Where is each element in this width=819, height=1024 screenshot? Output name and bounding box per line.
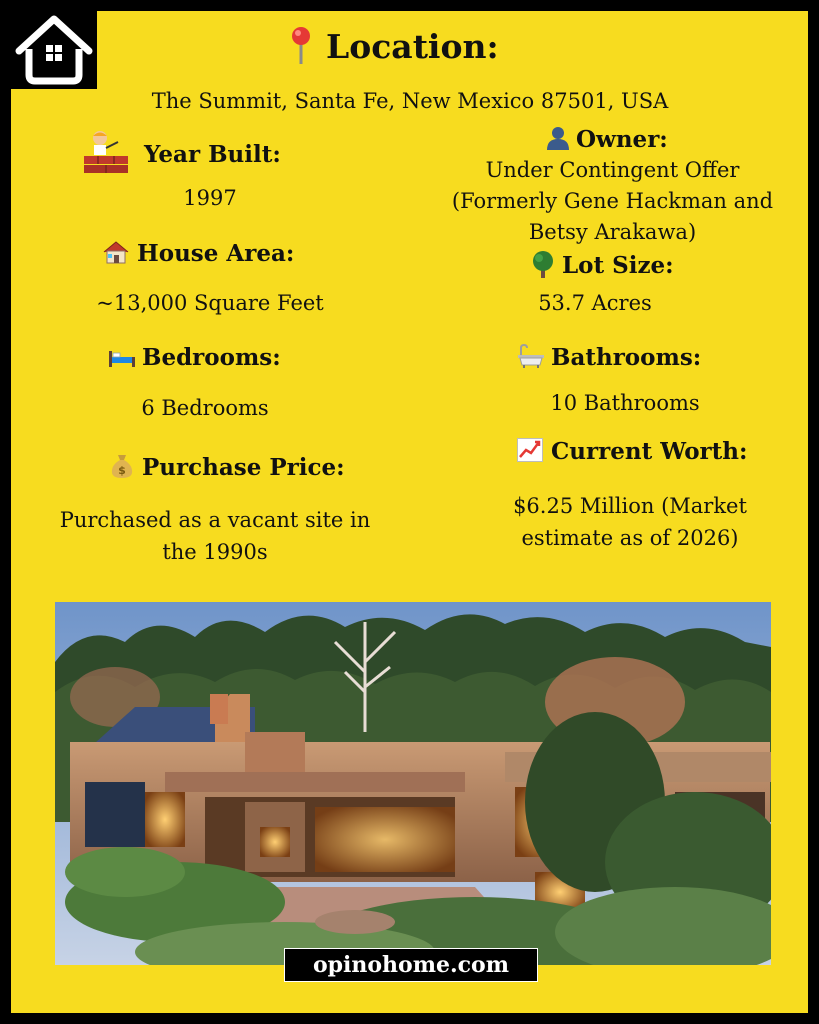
location-title: Location: xyxy=(326,27,499,66)
current-worth-line-1: $6.25 Million (Market xyxy=(513,494,747,518)
current-worth-heading xyxy=(517,438,748,465)
chart-up-icon xyxy=(517,438,543,462)
svg-text:$: $ xyxy=(118,464,126,477)
tree-icon xyxy=(530,250,556,278)
bathrooms-value: 10 Bathrooms xyxy=(550,391,700,415)
house-photo xyxy=(55,602,771,965)
purchase-price-label: Purchase Price: xyxy=(142,454,345,481)
bathtub-icon xyxy=(517,344,545,368)
house-area-heading xyxy=(103,240,294,267)
purchase-price-line-1: Purchased as a vacant site in xyxy=(59,508,371,532)
location-address: The Summit, Santa Fe, New Mexico 87501, USA xyxy=(151,89,669,113)
year-built-value: 1997 xyxy=(183,186,237,210)
house-area-label: House Area: xyxy=(137,240,295,267)
pin-icon xyxy=(290,26,312,66)
lot-size-heading xyxy=(530,250,674,279)
house-logo-icon xyxy=(11,11,97,89)
owner-label: Owner: xyxy=(576,126,668,153)
current-worth-line-2: estimate as of 2026) xyxy=(521,526,739,550)
lot-size-label: Lot Size: xyxy=(562,252,674,279)
bathrooms-label: Bathrooms: xyxy=(551,344,702,371)
house-area-value: ~13,000 Square Feet xyxy=(96,291,324,315)
house-icon xyxy=(103,240,129,264)
watermark-badge: opinohome.com xyxy=(284,948,538,982)
owner-heading xyxy=(546,126,668,153)
purchase-price-value xyxy=(55,504,375,568)
owner-line-2: (Formerly Gene Hackman and xyxy=(451,189,774,213)
bathrooms-heading xyxy=(517,344,701,371)
owner-line-3: Betsy Arakawa) xyxy=(528,220,697,244)
current-worth-value xyxy=(470,490,790,554)
location-heading xyxy=(290,26,499,66)
person-icon xyxy=(546,126,570,150)
purchase-price-line-2: the 1990s xyxy=(162,540,268,564)
year-built-label: Year Built: xyxy=(144,141,281,168)
bedrooms-heading xyxy=(108,344,281,371)
bedrooms-label: Bedrooms: xyxy=(142,344,281,371)
money-bag-icon xyxy=(110,453,134,479)
owner-value xyxy=(440,155,785,248)
current-worth-label: Current Worth: xyxy=(551,438,748,465)
bedrooms-value: 6 Bedrooms xyxy=(141,396,269,420)
purchase-price-heading xyxy=(110,453,345,481)
lot-size-value: 53.7 Acres xyxy=(538,291,652,315)
builder-icon xyxy=(82,128,130,176)
year-built-heading xyxy=(82,128,281,176)
logo xyxy=(11,11,97,89)
bed-icon xyxy=(108,347,136,367)
owner-line-1: Under Contingent Offer xyxy=(485,158,740,182)
